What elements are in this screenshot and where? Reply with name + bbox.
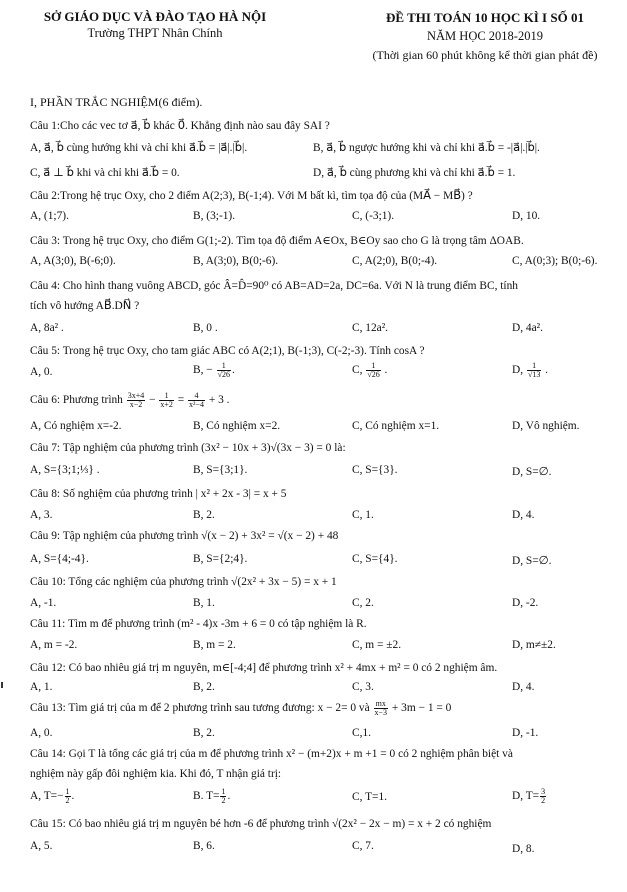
q3-option-a: A, A(3;0), B(-6;0). [30, 255, 116, 267]
q14-d-fraction [540, 788, 546, 805]
q5-d-fraction [527, 362, 541, 379]
q13-f-num: mx [374, 700, 389, 709]
q5-c-fraction [366, 362, 380, 379]
department-name: SỞ GIÁO DỤC VÀ ĐÀO TẠO HÀ NỘI [43, 9, 267, 24]
q11-option-c: C, m = ±2. [352, 639, 402, 651]
exam-title: ĐỀ THI TOÁN 10 HỌC KÌ I SỐ 01 [386, 10, 584, 25]
question-9: Câu 9: Tập nghiệm của phương trình √(x − 2) + 3x² = √(x − 2) + 48 [30, 530, 339, 542]
question-11: Câu 11: Tìm m để phương trình (m² - 4)x -3m + 6 = 0 có tập nghiệm là R. [30, 618, 367, 630]
q7-option-b: B, S={3;1}. [193, 464, 248, 476]
q13-option-d: D, -1. [512, 727, 539, 739]
q6-option-a: A, Có nghiệm x=-2. [30, 420, 122, 432]
q12-option-d: D, 4. [512, 681, 535, 693]
q5-option-b: B, − $\frac{1}{√26}$ . [193, 361, 235, 379]
q14-d-den: 2 [541, 796, 546, 805]
q7-option-d: D, S=∅. [512, 466, 552, 478]
q5-option-b-label: B, − [193, 364, 213, 377]
question-10: Câu 10: Tổng các nghiệm của phương trình √(2x² + 3x − 5) = x + 1 [30, 576, 337, 588]
q12-option-a: A, 1. [30, 681, 53, 693]
question-14: Câu 14: Gọi T là tổng các giá trị của m để phương trình x² − (m+2)x + m +1 = 0 có 2 nghiệm phân biệt và [30, 748, 513, 760]
q2-option-a: A, (1;7). [30, 210, 69, 222]
q14-option-b: B. T= $\frac{1}{2}$ . [193, 787, 231, 805]
q5-b-denominator: √26 [217, 370, 230, 379]
q6-f3-den: x²−4 [189, 400, 204, 409]
q8-option-d: D, 4. [512, 509, 535, 521]
q1-option-b: B, a⃗, b⃗ ngược hướng khi và chỉ khi a⃗.b⃗ = -|a⃗|.|b⃗|. [313, 142, 540, 154]
q12-option-c: C, 3. [352, 681, 374, 693]
q5-option-c: C, $\frac{1}{√26}$ . [352, 361, 388, 379]
q4-option-c: C, 12a². [352, 322, 389, 334]
question-4-line2: tích vô hướng AB⃗.DN⃗ ? [30, 300, 140, 312]
q14-option-d-label: D, T= [512, 790, 540, 803]
q3-option-d: C, A(0;3); B(0;-6). [512, 255, 598, 267]
q6-fraction-3 [188, 392, 205, 409]
q14-d-num: 3 [541, 787, 546, 796]
header-right [350, 8, 620, 65]
q14-a-fraction [65, 788, 71, 805]
q6-f2-num: 1 [159, 392, 174, 401]
q14-option-b-label: B. T= [193, 790, 220, 803]
q8-option-a: A, 3. [30, 509, 53, 521]
q15-option-a: A, 5. [30, 840, 53, 852]
q6-f3-num: 4 [188, 392, 205, 401]
q15-option-c: C, 7. [352, 840, 374, 852]
q1-option-a: A, a⃗, b⃗ cùng hướng khi và chỉ khi a⃗.b⃗ = |a⃗|.|b⃗|. [30, 142, 248, 154]
q5-d-denominator: √13 [527, 370, 541, 379]
section-title: I, PHẦN TRẮC NGHIỆM(6 điểm). [30, 95, 203, 109]
header-left [30, 8, 280, 42]
q14-b-den: 2 [221, 796, 226, 805]
q2-option-d: D, 10. [512, 210, 541, 222]
q10-option-b: B, 1. [193, 597, 215, 609]
school-name: Trường THPT Nhân Chính [87, 26, 223, 40]
q11-option-a: A, m = -2. [30, 639, 78, 651]
q6-option-b: B, Có nghiệm x=2. [193, 420, 281, 432]
question-6: Câu 6: Phương trình $\frac{3x+4}{x-2}$ − $\frac{1}{x+2}$ = $\frac{4}{\text{x²−4}}$ + 3 . [30, 391, 230, 409]
q13-option-c: C,1. [352, 727, 371, 739]
question-13-text: Câu 13: Tìm giá trị của m để 2 phương trình sau tương đương: x − 2= 0 và [30, 702, 370, 715]
q6-f1-num: 3x+4 [127, 391, 145, 400]
q13-option-a: A, 0. [30, 727, 53, 739]
scan-edge-mark [1, 682, 3, 688]
question-2: Câu 2:Trong hệ trục Oxy, cho 2 điểm A(2;3), B(-1;4). Với M bất kì, tìm tọa độ của (MA⃗ − MB⃗) ? [30, 190, 473, 202]
question-14-line2: nghiệm này gấp đôi nghiệm kia. Khi đó, T nhận giá trị: [30, 768, 282, 780]
q5-option-d: D, $\frac{1}{√13}$ . [512, 361, 549, 379]
q4-option-b: B, 0 . [193, 322, 218, 334]
q15-option-d: D, 8. [512, 843, 535, 855]
school-year: NĂM HỌC 2018-2019 [427, 29, 543, 43]
q6-fraction-2 [159, 392, 174, 409]
q15-option-b: B, 6. [193, 840, 215, 852]
q9-option-b: B, S={2;4}. [193, 553, 248, 565]
q1-option-d: D, a⃗, b⃗ cùng phương khi và chỉ khi a⃗.b⃗ = 1. [313, 167, 516, 179]
q14-option-c: C, T=1. [352, 791, 388, 803]
question-5: Câu 5: Trong hệ trục Oxy, cho tam giác ABC có A(2;1), B(-1;3), C(-2;-3). Tính cosA ? [30, 345, 425, 357]
q13-f-den: x−3 [374, 708, 388, 717]
q1-option-c: C, a⃗ ⊥ b⃗ khi và chỉ khi a⃗.b⃗ = 0. [30, 167, 180, 179]
q5-b-numerator: 1 [217, 362, 231, 371]
question-7: Câu 7: Tập nghiệm của phương trình (3x² − 10x + 3)√(3x − 3) = 0 là: [30, 442, 346, 454]
question-3: Câu 3: Trong hệ trục Oxy, cho điểm G(1;-2). Tìm tọa độ điểm A∈Ox, B∈Oy sao cho G là trọng tâm ΔOAB. [30, 235, 524, 247]
q9-option-c: C, S={4}. [352, 553, 398, 565]
q5-c-denominator: √26 [367, 370, 380, 379]
q14-b-fraction [220, 788, 226, 805]
q6-option-c: C, Có nghiệm x=1. [352, 420, 440, 432]
q6-option-d: D, Vô nghiệm. [512, 420, 580, 432]
q6-fraction-1 [127, 392, 146, 409]
q11-option-b: B, m = 2. [193, 639, 236, 651]
q5-d-numerator: 1 [527, 362, 541, 371]
q12-option-b: B, 2. [193, 681, 215, 693]
q6-f2-den: x+2 [160, 400, 173, 409]
q13-option-b: B, 2. [193, 727, 215, 739]
q14-option-d [512, 788, 547, 805]
q7-option-a: A, S={3;1;⅓} . [30, 464, 100, 476]
q10-option-c: C, 2. [352, 597, 374, 609]
question-4: Câu 4: Cho hình thang vuông ABCD, góc Â=D̂=90⁰ có AB=AD=2a, DC=6a. Với N là trung điểm BC, tính [30, 280, 518, 292]
question-8: Câu 8: Số nghiệm của phương trình | x² + 2x - 3| = x + 5 [30, 488, 287, 500]
q5-option-c-label: C, [352, 364, 363, 377]
q9-option-a: A, S={4;-4}. [30, 553, 89, 565]
q9-option-d: D, S=∅. [512, 555, 552, 567]
q2-option-c: C, (-3;1). [352, 210, 395, 222]
q6-f1-den: x−2 [129, 400, 143, 409]
q5-b-fraction [217, 362, 231, 379]
q11-option-d: D, m≠±2. [512, 639, 556, 651]
time-note: (Thời gian 60 phút không kể thời gian phát đề) [372, 48, 598, 62]
q14-a-num: 1 [65, 787, 70, 796]
q5-option-a: A, 0. [30, 366, 53, 378]
q14-a-den: 2 [65, 796, 70, 805]
q5-c-numerator: 1 [366, 362, 380, 371]
question-13 [30, 700, 451, 717]
q13-fraction [374, 700, 389, 717]
q14-option-a: A, T=− $\frac{1}{2}$ . [30, 787, 75, 805]
q8-option-b: B, 2. [193, 509, 215, 521]
question-15: Câu 15: Có bao nhiêu giá trị m nguyên bé hơn -6 để phương trình √(2x² − 2x − m) = x + 2 có nghiệm [30, 818, 492, 830]
q10-option-a: A, -1. [30, 597, 57, 609]
q10-option-d: D, -2. [512, 597, 539, 609]
q6-tail: + 3 . [208, 394, 230, 407]
q14-b-num: 1 [221, 787, 226, 796]
question-12: Câu 12: Có bao nhiêu giá trị m nguyên, m∈[-4;4] để phương trình x² + 4mx + m² = 0 có 2 nghiệm âm. [30, 662, 498, 674]
question-1: Câu 1:Cho các vec tơ a⃗, b⃗ khác 0⃗. Khẳng định nào sau đây SAI ? [30, 120, 330, 132]
q14-option-a-label: A, T=− [30, 790, 64, 803]
q4-option-d: D, 4a². [512, 322, 543, 334]
question-6-text: Câu 6: Phương trình [30, 394, 123, 407]
q2-option-b: B, (3;-1). [193, 210, 236, 222]
q7-option-c: C, S={3}. [352, 464, 398, 476]
q8-option-c: C, 1. [352, 509, 374, 521]
q4-option-a: A, 8a² . [30, 322, 64, 334]
q3-option-c: C, A(2;0), B(0;-4). [352, 255, 438, 267]
q3-option-b: B, A(3;0), B(0;-6). [193, 255, 279, 267]
q13-tail: + 3m − 1 = 0 [391, 702, 452, 715]
q5-option-d-label: D, [512, 364, 524, 377]
